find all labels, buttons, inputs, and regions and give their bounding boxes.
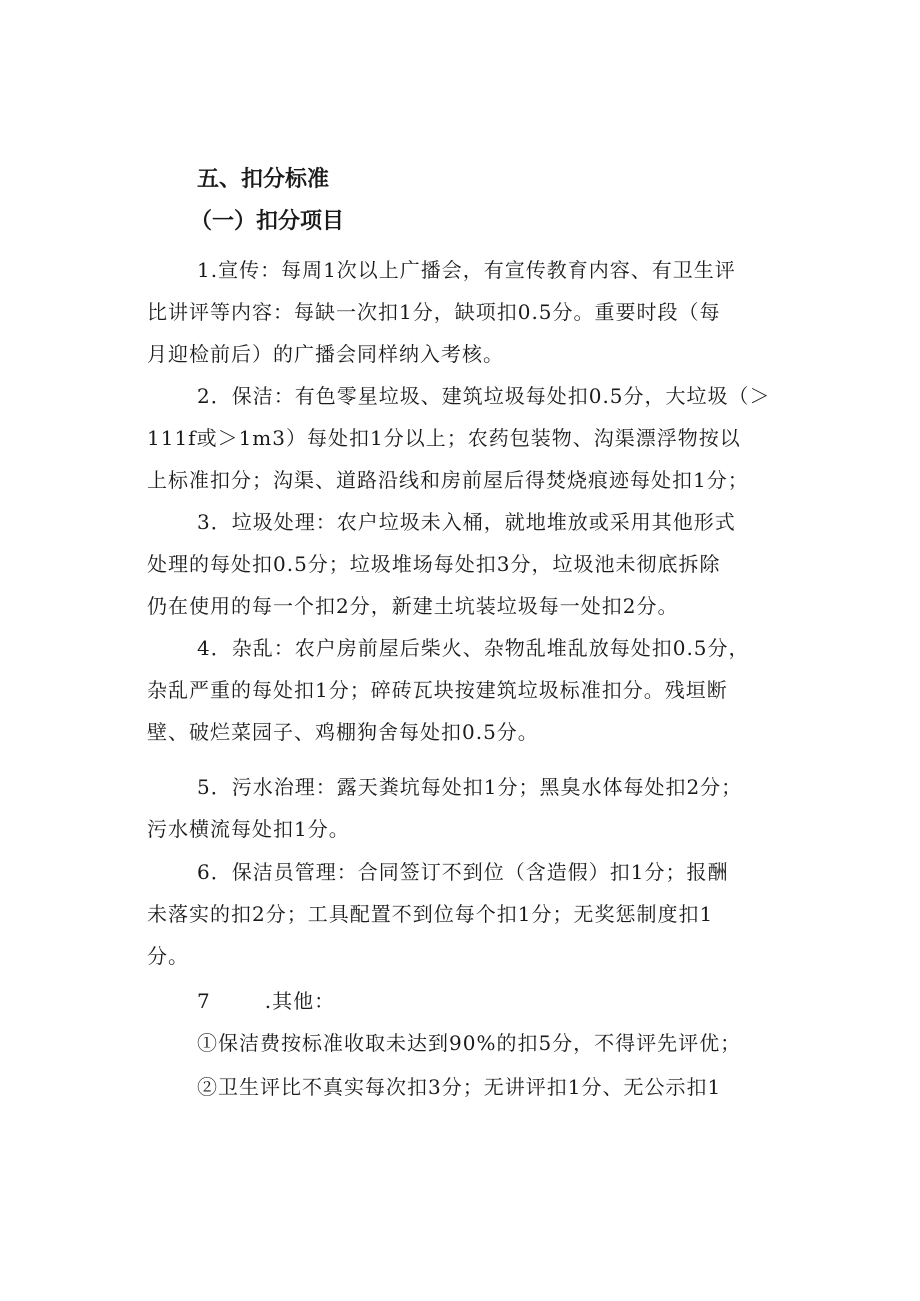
paragraph-line: 5．污水治理：露天粪坑每处扣1分；黑臭水体每处扣2分； xyxy=(197,775,743,799)
item-garbage-handling xyxy=(147,501,807,627)
paragraph-line: 2．保洁：有色零星垃圾、建筑垃圾每处扣0.5分，大垃圾（＞ xyxy=(197,384,771,408)
item-label: .其他： xyxy=(264,989,336,1013)
item-sewage xyxy=(147,766,807,850)
item-other-sub-1 xyxy=(147,1022,807,1064)
item-publicity xyxy=(147,249,807,375)
item-other xyxy=(147,980,807,1022)
paragraph-line: 6．保洁员管理：合同签订不到位（含造假）扣1分；报酬 xyxy=(197,860,729,884)
section-subtitle: （一）扣分项目 xyxy=(190,209,345,234)
item-number: 7 xyxy=(197,989,211,1013)
paragraph-line: 壁、破烂菜园子、鸡棚狗舍每处扣0.5分。 xyxy=(147,720,539,744)
paragraph-line: 处理的每处扣0.5分；垃圾堆场每处扣3分，垃圾池未彻底拆除 xyxy=(147,552,721,576)
paragraph-line: 3．垃圾处理：农户垃圾未入桶，就地堆放或采用其他形式 xyxy=(197,510,736,534)
paragraph-line: 111f或＞1m3）每处扣1分以上；农药包装物、沟渠漂浮物按以 xyxy=(147,426,741,450)
paragraph-line: 仍在使用的每一个扣2分，新建土坑装垃圾每一处扣2分。 xyxy=(147,594,679,618)
item-clutter xyxy=(147,627,807,753)
paragraph-line: 1.宣传：每周1次以上广播会，有宣传教育内容、有卫生评 xyxy=(197,258,736,282)
section-title: 五、扣分标准 xyxy=(197,167,330,192)
paragraph-line: 污水横流每处扣1分。 xyxy=(147,817,350,841)
paragraph-line: 上标准扣分；沟渠、道路沿线和房前屋后得焚烧痕迹每处扣1分； xyxy=(147,468,749,492)
paragraph-line: 4．杂乱：农户房前屋后柴火、杂物乱堆乱放每处扣0.5分， xyxy=(197,636,750,660)
paragraph-line: ②卫生评比不真实每次扣3分；无讲评扣1分、无公示扣1 xyxy=(197,1075,722,1099)
paragraph-line: 月迎检前后）的广播会同样纳入考核。 xyxy=(147,342,504,366)
paragraph-line: 杂乱严重的每处扣1分；碎砖瓦块按建筑垃圾标准扣分。残垣断 xyxy=(147,678,728,702)
paragraph-line: 分。 xyxy=(147,944,189,968)
item-cleaner-management xyxy=(147,851,807,977)
item-cleaning xyxy=(147,375,807,501)
paragraph-line: 未落实的扣2分；工具配置不到位每个扣1分；无奖惩制度扣1 xyxy=(147,902,714,926)
paragraph-line: 比讲评等内容：每缺一次扣1分，缺项扣0.5分。重要时段（每 xyxy=(147,300,721,324)
paragraph-line: ①保洁费按标准收取未达到90%的扣5分，不得评先评优； xyxy=(197,1031,742,1055)
item-other-sub-2 xyxy=(147,1066,807,1108)
